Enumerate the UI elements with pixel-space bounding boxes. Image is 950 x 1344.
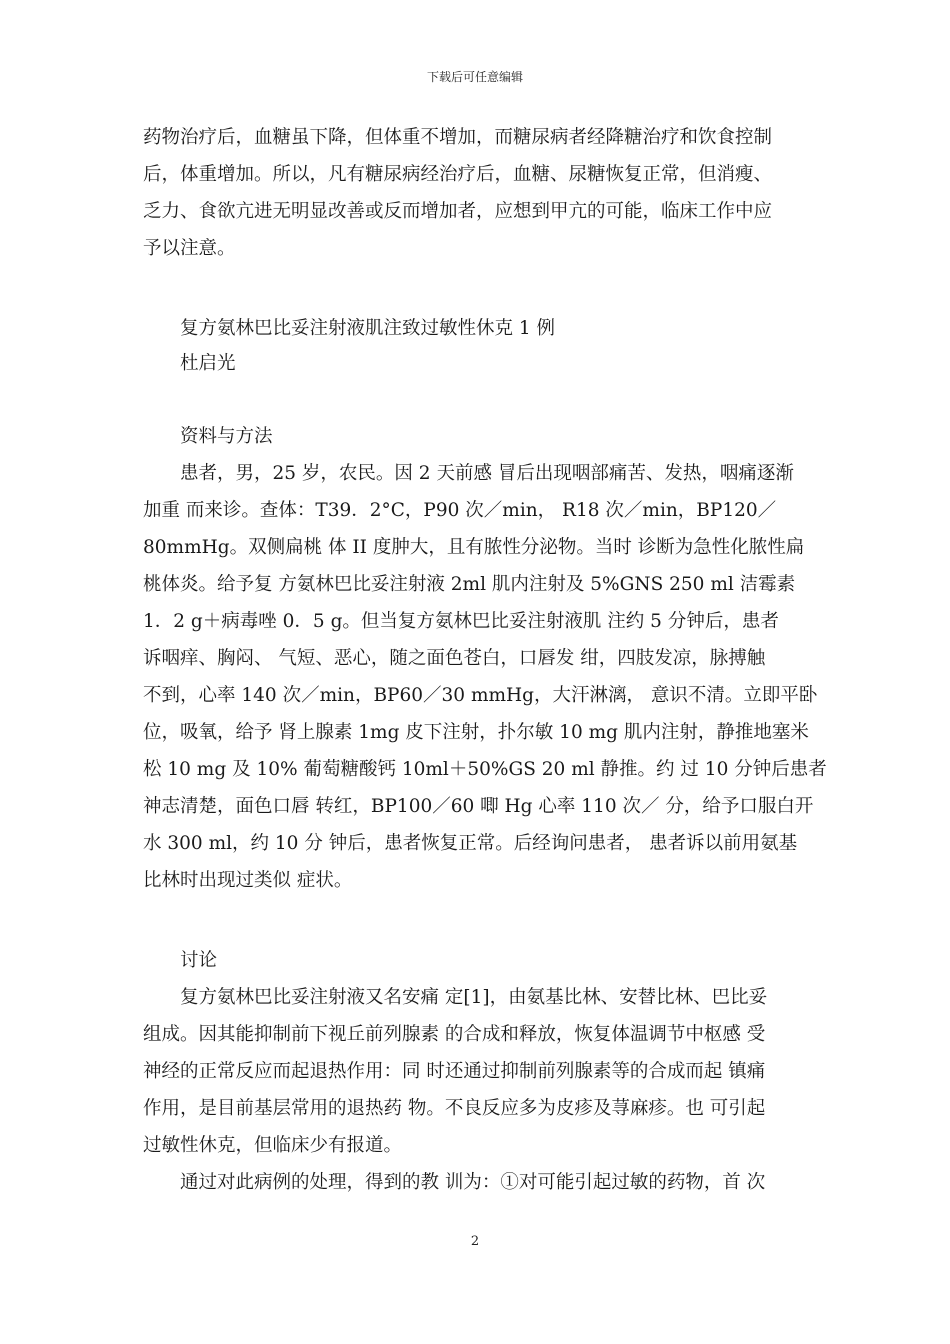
methods-line: 松 10 mg 及 10% 葡萄糖酸钙 10ml＋50%GS 20 ml 静推。约 过 10 分钟后患者 bbox=[143, 759, 827, 780]
page-number: 2 bbox=[470, 1234, 480, 1249]
intro-line: 予以注意。 bbox=[143, 238, 236, 259]
methods-line: 患者，男，25 岁，农民。因 2 天前感 冒后出现咽部痛苦、发热，咽痛逐渐 bbox=[180, 463, 794, 484]
section-heading-methods: 资料与方法 bbox=[180, 426, 273, 447]
page-header: 下载后可任意编辑 bbox=[426, 70, 523, 84]
methods-line: 比林时出现过类似 症状。 bbox=[143, 870, 353, 891]
discussion-line: 神经的正常反应而起退热作用：同 时还通过抑制前列腺素等的合成而起 镇痛 bbox=[143, 1061, 766, 1082]
methods-line: 加重 而来诊。查体：T39．2°C，P90 次／min， R18 次／min，BP120／ bbox=[143, 500, 777, 521]
intro-line: 后，体重增加。所以，凡有糖尿病经治疗后，血糖、尿糖恢复正常，但消瘦、 bbox=[143, 164, 773, 185]
discussion-line: 复方氨林巴比妥注射液又名安痛 定[1]，由氨基比林、安替比林、巴比妥 bbox=[180, 987, 768, 1008]
methods-line: 桃体炎。给予复 方氨林巴比妥注射液 2ml 肌内注射及 5%GNS 250 ml 洁霉素 bbox=[143, 574, 796, 595]
methods-line: 水 300 ml，约 10 分 钟后，患者恢复正常。后经询问患者， 患者诉以前用氨基 bbox=[143, 833, 798, 854]
discussion-line: 通过对此病例的处理，得到的教 训为：①对可能引起过敏的药物，首 次 bbox=[180, 1172, 766, 1193]
intro-line: 药物治疗后，血糖虽下降，但体重不增加，而糖尿病者经降糖治疗和饮食控制 bbox=[143, 127, 773, 148]
article-title: 复方氨林巴比妥注射液肌注致过敏性休克 1 例 bbox=[180, 318, 556, 339]
methods-line: 神志清楚，面色口唇 转红，BP100／60 唧 Hg 心率 110 次／ 分，给予口服白开 bbox=[143, 796, 814, 817]
intro-line: 乏力、食欲亢进无明显改善或反而增加者，应想到甲亢的可能，临床工作中应 bbox=[143, 201, 773, 222]
methods-line: 1．2 g＋病毒唑 0．5 g。但当复方氨林巴比妥注射液肌 注约 5 分钟后，患者 bbox=[143, 611, 779, 632]
discussion-line: 作用，是目前基层常用的退热药 物。不良反应多为皮疹及荨麻疹。也 可引起 bbox=[143, 1098, 766, 1119]
discussion-line: 组成。因其能抑制前下视丘前列腺素 的合成和释放，恢复体温调节中枢感 受 bbox=[143, 1024, 766, 1045]
section-heading-discussion: 讨论 bbox=[180, 950, 218, 971]
discussion-line: 过敏性休克，但临床少有报道。 bbox=[143, 1135, 403, 1156]
article-author: 杜启光 bbox=[180, 353, 236, 374]
methods-line: 80mmHg。双侧扁桃 体 II 度肿大，且有脓性分泌物。当时 诊断为急性化脓性扁 bbox=[143, 537, 805, 558]
methods-line: 不到，心率 140 次／min，BP60／30 mmHg，大汗淋漓， 意识不清。立即平卧 bbox=[143, 685, 818, 706]
methods-line: 位，吸氧，给予 肾上腺素 1mg 皮下注射，扑尔敏 10 mg 肌内注射，静推地塞米 bbox=[143, 722, 809, 743]
methods-line: 诉咽痒、胸闷、 气短、恶心，随之面色苍白，口唇发 绀，四肢发凉，脉搏触 bbox=[143, 648, 766, 669]
